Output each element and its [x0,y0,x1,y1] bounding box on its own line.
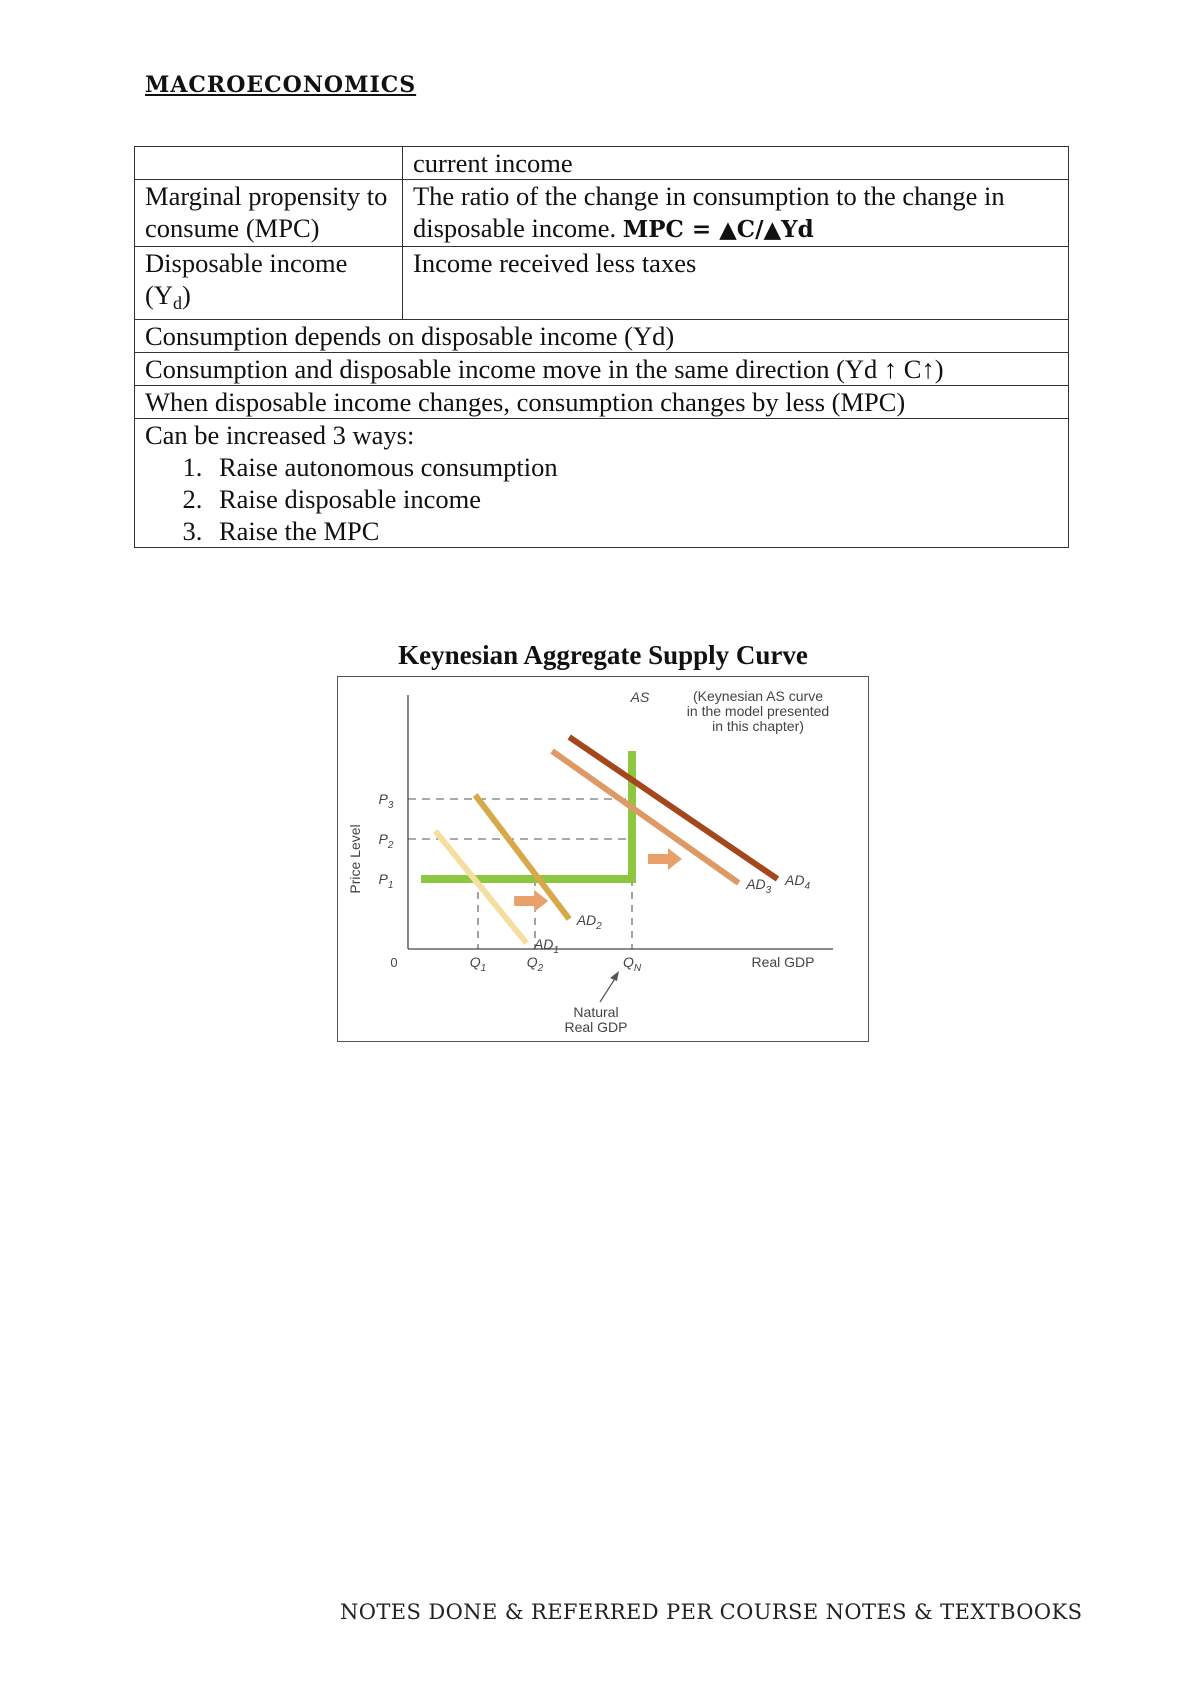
natural-gdp-pointer [600,977,616,1002]
ad-curve-sub: 4 [804,881,811,892]
natural-gdp-pointer-head [610,971,619,981]
ad-curve-label: $AD_2$ [576,912,602,932]
list-item: 1. Raise autonomous consumption [209,451,1058,483]
ad-curve-sub: 3 [765,885,772,896]
x-axis-label: Real GDP [751,954,815,970]
definition-cell [403,180,1069,247]
quantity-label: $Q_1$ [469,954,487,974]
price-level-sub: 1 [387,880,394,891]
ad-curve-label: $AD_4$ [784,872,811,892]
full-row-cell: When disposable income changes, consumption changes by less (MPC) [135,386,1069,419]
shift-arrow [648,848,682,870]
origin-label: 0 [390,955,398,970]
term-symbol-open: (Y [145,280,173,310]
quantity-sub: 2 [537,963,544,974]
table-row [135,419,1069,548]
chart-note-line: in this chapter) [712,718,804,734]
definition-cell: Income received less taxes [403,247,1069,320]
chart-svg [338,677,870,1043]
natural-gdp-label: Natural [573,1004,619,1020]
page-footer: NOTES DONE & REFERRED PER COURSE NOTES & TEXTBOOKS [340,1600,1083,1624]
ad-curve [552,751,739,883]
price-level-sub: 2 [387,840,394,851]
full-row-cell: Consumption depends on disposable income (Yd) [135,320,1069,353]
chart-title: Keynesian Aggregate Supply Curve [398,640,808,670]
chart-note-line: (Keynesian AS curve [693,688,823,704]
ways-list [145,451,1058,547]
table-row [135,247,1069,320]
term-symbol-sub: d [172,293,182,313]
term-symbol-close: ) [181,280,191,310]
list-item: 3. Raise the MPC [209,515,1058,547]
price-level-label: $P_3$ [378,791,394,811]
quantity-sub: 1 [480,963,487,974]
table-row [135,180,1069,247]
definition-cell: current income [403,147,1069,180]
quantity-label: $Q_2$ [526,954,544,974]
term-text: Disposable income [145,248,348,278]
definition-text: The ratio of the change in consumption to the change in disposable income. [413,181,1005,243]
list-item: 2. Raise disposable income [209,483,1058,515]
ad-curve-label: $AD_3$ [746,876,772,896]
price-level-label: $P_1$ [378,871,394,891]
as-curve-label: AS [630,689,650,705]
ad-curve-sub: 2 [596,921,602,932]
shift-arrow [514,890,548,912]
ad-curve-sub: 1 [553,945,559,956]
ways-intro: Can be increased 3 ways: [145,420,415,450]
table-row [135,386,1069,419]
full-row-cell: Consumption and disposable income move in the same direction (Yd ↑ C↑) [135,353,1069,386]
term-cell: Marginal propensity to consume (MPC) [135,180,403,247]
chart-note-line: in the model presented [686,703,830,719]
term-cell [135,147,403,180]
keynesian-as-chart [337,676,869,1042]
quantity-label: $Q_N$ [622,954,642,974]
page-header: MACROECONOMICS [145,72,417,98]
table-row [135,147,1069,180]
ways-cell [135,419,1069,548]
mpc-formula: MPC = ▲C/▲Yd [622,216,814,243]
table-row [135,320,1069,353]
natural-gdp-label: Real GDP [564,1019,628,1035]
term-cell [135,247,403,320]
price-level-label: $P_2$ [378,831,394,851]
y-axis-label: Price Level [347,824,363,894]
ad-curve-label: $AD_1$ [533,936,559,956]
price-level-sub: 3 [387,800,394,811]
quantity-sub: N [633,963,642,974]
table-row [135,353,1069,386]
notes-table [134,146,1069,548]
